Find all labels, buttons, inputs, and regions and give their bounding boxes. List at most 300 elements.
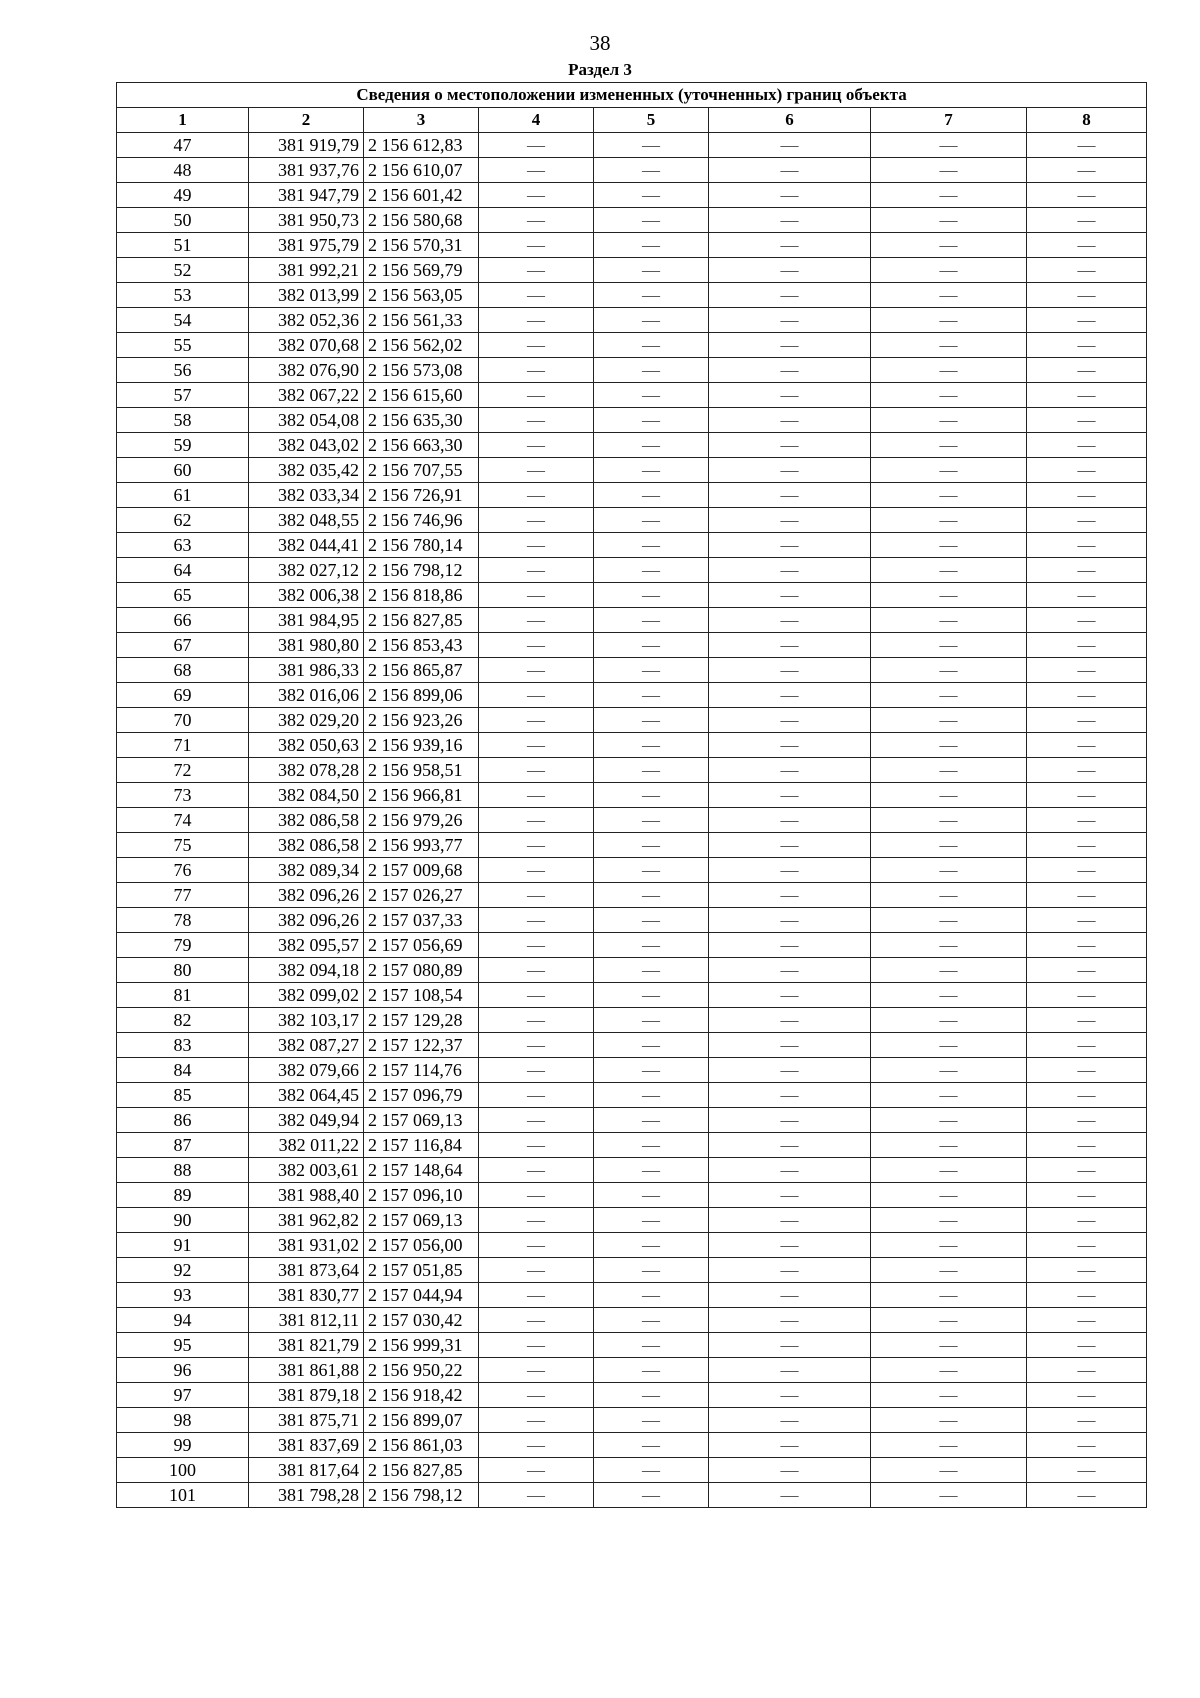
empty-value-cell: — <box>479 1358 594 1383</box>
empty-value-cell: — <box>594 833 709 858</box>
coordinate-x-cell: 382 011,22 <box>249 1133 364 1158</box>
coordinate-x-cell: 381 861,88 <box>249 1358 364 1383</box>
empty-value-cell: — <box>1027 1008 1147 1033</box>
column-header: 7 <box>871 108 1027 133</box>
empty-value-cell: — <box>594 1258 709 1283</box>
empty-value-cell: — <box>594 933 709 958</box>
empty-value-cell: — <box>594 608 709 633</box>
empty-value-cell: — <box>479 833 594 858</box>
point-number-cell: 69 <box>117 683 249 708</box>
table-row <box>117 1008 1147 1033</box>
coordinate-y-cell: 2 156 780,14 <box>364 533 479 558</box>
point-number-cell: 59 <box>117 433 249 458</box>
empty-value-cell: — <box>479 383 594 408</box>
empty-value-cell: — <box>1027 1483 1147 1508</box>
coordinate-y-cell: 2 156 993,77 <box>364 833 479 858</box>
empty-value-cell: — <box>594 1283 709 1308</box>
coordinate-y-cell: 2 156 827,85 <box>364 608 479 633</box>
empty-value-cell: — <box>479 283 594 308</box>
point-number-cell: 77 <box>117 883 249 908</box>
point-number-cell: 87 <box>117 1133 249 1158</box>
empty-value-cell: — <box>709 1408 871 1433</box>
point-number-cell: 97 <box>117 1383 249 1408</box>
coordinate-y-cell: 2 157 108,54 <box>364 983 479 1008</box>
empty-value-cell: — <box>709 783 871 808</box>
column-header: 2 <box>249 108 364 133</box>
empty-value-cell: — <box>479 258 594 283</box>
coordinate-x-cell: 382 044,41 <box>249 533 364 558</box>
point-number-cell: 92 <box>117 1258 249 1283</box>
empty-value-cell: — <box>871 808 1027 833</box>
empty-value-cell: — <box>479 1483 594 1508</box>
empty-value-cell: — <box>594 908 709 933</box>
empty-value-cell: — <box>1027 708 1147 733</box>
coordinate-y-cell: 2 156 899,06 <box>364 683 479 708</box>
empty-value-cell: — <box>1027 1083 1147 1108</box>
point-number-cell: 83 <box>117 1033 249 1058</box>
point-number-cell: 61 <box>117 483 249 508</box>
empty-value-cell: — <box>594 1308 709 1333</box>
table-row <box>117 433 1147 458</box>
coordinate-y-cell: 2 156 562,02 <box>364 333 479 358</box>
empty-value-cell: — <box>709 483 871 508</box>
coordinate-x-cell: 381 837,69 <box>249 1433 364 1458</box>
table-row <box>117 1183 1147 1208</box>
empty-value-cell: — <box>871 608 1027 633</box>
coordinate-y-cell: 2 156 918,42 <box>364 1383 479 1408</box>
empty-value-cell: — <box>479 683 594 708</box>
empty-value-cell: — <box>1027 283 1147 308</box>
table-row <box>117 1108 1147 1133</box>
table-row <box>117 1433 1147 1458</box>
empty-value-cell: — <box>594 133 709 158</box>
empty-value-cell: — <box>594 258 709 283</box>
empty-value-cell: — <box>709 933 871 958</box>
empty-value-cell: — <box>871 1283 1027 1308</box>
empty-value-cell: — <box>479 358 594 383</box>
empty-value-cell: — <box>871 1308 1027 1333</box>
empty-value-cell: — <box>1027 1308 1147 1333</box>
point-number-cell: 93 <box>117 1283 249 1308</box>
table-row <box>117 483 1147 508</box>
empty-value-cell: — <box>1027 433 1147 458</box>
empty-value-cell: — <box>594 733 709 758</box>
empty-value-cell: — <box>1027 483 1147 508</box>
table-row <box>117 1033 1147 1058</box>
coordinate-y-cell: 2 157 080,89 <box>364 958 479 983</box>
table-row <box>117 733 1147 758</box>
empty-value-cell: — <box>594 1208 709 1233</box>
point-number-cell: 52 <box>117 258 249 283</box>
empty-value-cell: — <box>594 1383 709 1408</box>
coordinate-x-cell: 381 986,33 <box>249 658 364 683</box>
empty-value-cell: — <box>479 233 594 258</box>
boundary-coordinates-table <box>116 82 1147 1508</box>
point-number-cell: 80 <box>117 958 249 983</box>
table-row <box>117 883 1147 908</box>
empty-value-cell: — <box>871 1258 1027 1283</box>
table-row <box>117 858 1147 883</box>
coordinate-x-cell: 382 043,02 <box>249 433 364 458</box>
empty-value-cell: — <box>709 1183 871 1208</box>
empty-value-cell: — <box>479 733 594 758</box>
empty-value-cell: — <box>709 358 871 383</box>
empty-value-cell: — <box>709 1083 871 1108</box>
coordinate-x-cell: 382 052,36 <box>249 308 364 333</box>
coordinate-y-cell: 2 156 818,86 <box>364 583 479 608</box>
point-number-cell: 63 <box>117 533 249 558</box>
empty-value-cell: — <box>594 633 709 658</box>
coordinate-x-cell: 382 050,63 <box>249 733 364 758</box>
empty-value-cell: — <box>479 333 594 358</box>
coordinate-x-cell: 382 099,02 <box>249 983 364 1008</box>
empty-value-cell: — <box>479 1133 594 1158</box>
empty-value-cell: — <box>479 533 594 558</box>
empty-value-cell: — <box>594 1058 709 1083</box>
coordinate-x-cell: 382 049,94 <box>249 1108 364 1133</box>
empty-value-cell: — <box>1027 958 1147 983</box>
empty-value-cell: — <box>871 1233 1027 1258</box>
empty-value-cell: — <box>871 1008 1027 1033</box>
empty-value-cell: — <box>594 183 709 208</box>
table-row <box>117 1208 1147 1233</box>
empty-value-cell: — <box>1027 808 1147 833</box>
empty-value-cell: — <box>1027 183 1147 208</box>
coordinate-y-cell: 2 156 707,55 <box>364 458 479 483</box>
empty-value-cell: — <box>871 383 1027 408</box>
empty-value-cell: — <box>594 383 709 408</box>
coordinate-x-cell: 382 078,28 <box>249 758 364 783</box>
empty-value-cell: — <box>1027 583 1147 608</box>
empty-value-cell: — <box>1027 558 1147 583</box>
empty-value-cell: — <box>709 1258 871 1283</box>
column-header-row <box>117 108 1147 133</box>
table-row <box>117 1333 1147 1358</box>
table-row <box>117 1283 1147 1308</box>
coordinate-y-cell: 2 156 798,12 <box>364 558 479 583</box>
empty-value-cell: — <box>871 208 1027 233</box>
empty-value-cell: — <box>1027 408 1147 433</box>
coordinate-y-cell: 2 157 122,37 <box>364 1033 479 1058</box>
empty-value-cell: — <box>1027 1133 1147 1158</box>
coordinate-y-cell: 2 157 030,42 <box>364 1308 479 1333</box>
coordinate-x-cell: 381 798,28 <box>249 1483 364 1508</box>
empty-value-cell: — <box>709 208 871 233</box>
empty-value-cell: — <box>709 1383 871 1408</box>
empty-value-cell: — <box>709 1033 871 1058</box>
empty-value-cell: — <box>1027 1383 1147 1408</box>
empty-value-cell: — <box>871 1158 1027 1183</box>
empty-value-cell: — <box>1027 1233 1147 1258</box>
empty-value-cell: — <box>1027 533 1147 558</box>
coordinate-y-cell: 2 156 827,85 <box>364 1458 479 1483</box>
table-row <box>117 258 1147 283</box>
empty-value-cell: — <box>594 533 709 558</box>
table-row <box>117 1083 1147 1108</box>
point-number-cell: 71 <box>117 733 249 758</box>
page-number: 38 <box>589 31 611 55</box>
empty-value-cell: — <box>709 333 871 358</box>
empty-value-cell: — <box>479 208 594 233</box>
empty-value-cell: — <box>594 583 709 608</box>
table-row <box>117 983 1147 1008</box>
point-number-cell: 79 <box>117 933 249 958</box>
empty-value-cell: — <box>709 508 871 533</box>
coordinate-x-cell: 382 089,34 <box>249 858 364 883</box>
empty-value-cell: — <box>479 983 594 1008</box>
empty-value-cell: — <box>594 883 709 908</box>
coordinate-y-cell: 2 156 569,79 <box>364 258 479 283</box>
empty-value-cell: — <box>594 233 709 258</box>
table-row <box>117 358 1147 383</box>
table-row <box>117 933 1147 958</box>
empty-value-cell: — <box>871 308 1027 333</box>
coordinate-y-cell: 2 156 966,81 <box>364 783 479 808</box>
empty-value-cell: — <box>871 433 1027 458</box>
empty-value-cell: — <box>1027 1358 1147 1383</box>
empty-value-cell: — <box>594 1433 709 1458</box>
point-number-cell: 90 <box>117 1208 249 1233</box>
point-number-cell: 62 <box>117 508 249 533</box>
coordinate-x-cell: 382 103,17 <box>249 1008 364 1033</box>
empty-value-cell: — <box>479 408 594 433</box>
point-number-cell: 82 <box>117 1008 249 1033</box>
column-header: 8 <box>1027 108 1147 133</box>
empty-value-cell: — <box>871 883 1027 908</box>
empty-value-cell: — <box>479 1433 594 1458</box>
table-row <box>117 508 1147 533</box>
empty-value-cell: — <box>709 1333 871 1358</box>
empty-value-cell: — <box>871 458 1027 483</box>
point-number-cell: 55 <box>117 333 249 358</box>
empty-value-cell: — <box>479 133 594 158</box>
point-number-cell: 96 <box>117 1358 249 1383</box>
empty-value-cell: — <box>594 783 709 808</box>
empty-value-cell: — <box>479 1083 594 1108</box>
coordinate-y-cell: 2 157 096,10 <box>364 1183 479 1208</box>
table-row <box>117 1383 1147 1408</box>
table-row <box>117 1058 1147 1083</box>
empty-value-cell: — <box>1027 908 1147 933</box>
column-header: 4 <box>479 108 594 133</box>
coordinate-y-cell: 2 156 580,68 <box>364 208 479 233</box>
coordinate-x-cell: 381 975,79 <box>249 233 364 258</box>
table-caption: Сведения о местоположении измененных (уточненных) границ объекта <box>117 83 1147 108</box>
empty-value-cell: — <box>594 708 709 733</box>
table-row <box>117 1158 1147 1183</box>
empty-value-cell: — <box>709 833 871 858</box>
table-row <box>117 833 1147 858</box>
empty-value-cell: — <box>594 658 709 683</box>
empty-value-cell: — <box>709 908 871 933</box>
empty-value-cell: — <box>871 908 1027 933</box>
empty-value-cell: — <box>479 1383 594 1408</box>
empty-value-cell: — <box>871 1108 1027 1133</box>
empty-value-cell: — <box>594 1358 709 1383</box>
table-row <box>117 183 1147 208</box>
empty-value-cell: — <box>709 983 871 1008</box>
empty-value-cell: — <box>1027 783 1147 808</box>
empty-value-cell: — <box>479 1183 594 1208</box>
empty-value-cell: — <box>1027 1258 1147 1283</box>
empty-value-cell: — <box>709 883 871 908</box>
table-row <box>117 608 1147 633</box>
empty-value-cell: — <box>871 1433 1027 1458</box>
empty-value-cell: — <box>479 1458 594 1483</box>
empty-value-cell: — <box>1027 758 1147 783</box>
empty-value-cell: — <box>594 758 709 783</box>
empty-value-cell: — <box>871 1058 1027 1083</box>
column-header: 1 <box>117 108 249 133</box>
empty-value-cell: — <box>479 1008 594 1033</box>
empty-value-cell: — <box>871 933 1027 958</box>
empty-value-cell: — <box>709 1483 871 1508</box>
empty-value-cell: — <box>479 1208 594 1233</box>
empty-value-cell: — <box>871 1083 1027 1108</box>
empty-value-cell: — <box>709 258 871 283</box>
coordinate-x-cell: 382 076,90 <box>249 358 364 383</box>
table-row <box>117 408 1147 433</box>
table-row <box>117 158 1147 183</box>
coordinate-y-cell: 2 157 056,69 <box>364 933 479 958</box>
empty-value-cell: — <box>871 183 1027 208</box>
empty-value-cell: — <box>871 1183 1027 1208</box>
point-number-cell: 49 <box>117 183 249 208</box>
empty-value-cell: — <box>594 158 709 183</box>
point-number-cell: 81 <box>117 983 249 1008</box>
empty-value-cell: — <box>709 408 871 433</box>
column-header: 3 <box>364 108 479 133</box>
empty-value-cell: — <box>479 808 594 833</box>
empty-value-cell: — <box>479 183 594 208</box>
table-row <box>117 758 1147 783</box>
empty-value-cell: — <box>1027 658 1147 683</box>
coordinate-x-cell: 382 035,42 <box>249 458 364 483</box>
table-row <box>117 133 1147 158</box>
coordinate-x-cell: 382 087,27 <box>249 1033 364 1058</box>
coordinate-y-cell: 2 157 148,64 <box>364 1158 479 1183</box>
coordinate-x-cell: 382 027,12 <box>249 558 364 583</box>
empty-value-cell: — <box>709 233 871 258</box>
coordinate-x-cell: 382 016,06 <box>249 683 364 708</box>
empty-value-cell: — <box>709 383 871 408</box>
empty-value-cell: — <box>479 1158 594 1183</box>
coordinate-y-cell: 2 156 958,51 <box>364 758 479 783</box>
empty-value-cell: — <box>479 583 594 608</box>
coordinate-y-cell: 2 156 570,31 <box>364 233 479 258</box>
table-row <box>117 283 1147 308</box>
empty-value-cell: — <box>1027 1108 1147 1133</box>
empty-value-cell: — <box>1027 358 1147 383</box>
empty-value-cell: — <box>871 1208 1027 1233</box>
empty-value-cell: — <box>594 358 709 383</box>
coordinate-y-cell: 2 156 563,05 <box>364 283 479 308</box>
empty-value-cell: — <box>871 858 1027 883</box>
table-row <box>117 383 1147 408</box>
coordinate-x-cell: 381 992,21 <box>249 258 364 283</box>
empty-value-cell: — <box>1027 208 1147 233</box>
empty-value-cell: — <box>594 1233 709 1258</box>
empty-value-cell: — <box>594 1033 709 1058</box>
point-number-cell: 65 <box>117 583 249 608</box>
empty-value-cell: — <box>871 983 1027 1008</box>
empty-value-cell: — <box>709 558 871 583</box>
coordinate-x-cell: 382 096,26 <box>249 908 364 933</box>
empty-value-cell: — <box>871 683 1027 708</box>
empty-value-cell: — <box>479 1408 594 1433</box>
empty-value-cell: — <box>479 708 594 733</box>
empty-value-cell: — <box>871 1483 1027 1508</box>
coordinate-y-cell: 2 157 056,00 <box>364 1233 479 1258</box>
empty-value-cell: — <box>479 858 594 883</box>
coordinate-y-cell: 2 157 116,84 <box>364 1133 479 1158</box>
point-number-cell: 84 <box>117 1058 249 1083</box>
table-body <box>117 133 1147 1508</box>
coordinate-x-cell: 381 980,80 <box>249 633 364 658</box>
column-header: 6 <box>709 108 871 133</box>
point-number-cell: 68 <box>117 658 249 683</box>
empty-value-cell: — <box>871 633 1027 658</box>
coordinate-x-cell: 382 033,34 <box>249 483 364 508</box>
empty-value-cell: — <box>479 158 594 183</box>
coordinate-y-cell: 2 157 009,68 <box>364 858 479 883</box>
coordinate-x-cell: 381 931,02 <box>249 1233 364 1258</box>
point-number-cell: 78 <box>117 908 249 933</box>
empty-value-cell: — <box>709 1058 871 1083</box>
empty-value-cell: — <box>709 583 871 608</box>
table-row <box>117 783 1147 808</box>
coordinate-x-cell: 381 937,76 <box>249 158 364 183</box>
empty-value-cell: — <box>1027 1408 1147 1433</box>
empty-value-cell: — <box>1027 133 1147 158</box>
point-number-cell: 94 <box>117 1308 249 1333</box>
coordinate-x-cell: 382 096,26 <box>249 883 364 908</box>
empty-value-cell: — <box>871 508 1027 533</box>
point-number-cell: 58 <box>117 408 249 433</box>
empty-value-cell: — <box>1027 1158 1147 1183</box>
empty-value-cell: — <box>871 1408 1027 1433</box>
empty-value-cell: — <box>1027 883 1147 908</box>
table-row <box>117 633 1147 658</box>
coordinate-x-cell: 382 094,18 <box>249 958 364 983</box>
empty-value-cell: — <box>479 758 594 783</box>
empty-value-cell: — <box>479 1233 594 1258</box>
coordinate-x-cell: 381 950,73 <box>249 208 364 233</box>
empty-value-cell: — <box>871 408 1027 433</box>
empty-value-cell: — <box>871 958 1027 983</box>
point-number-cell: 51 <box>117 233 249 258</box>
coordinate-y-cell: 2 156 746,96 <box>364 508 479 533</box>
coordinate-x-cell: 382 086,58 <box>249 808 364 833</box>
coordinate-x-cell: 382 084,50 <box>249 783 364 808</box>
table-row <box>117 1258 1147 1283</box>
empty-value-cell: — <box>479 1108 594 1133</box>
coordinate-y-cell: 2 157 096,79 <box>364 1083 479 1108</box>
table-row <box>117 808 1147 833</box>
coordinate-x-cell: 382 079,66 <box>249 1058 364 1083</box>
empty-value-cell: — <box>871 1458 1027 1483</box>
empty-value-cell: — <box>709 608 871 633</box>
empty-value-cell: — <box>709 1158 871 1183</box>
coordinate-x-cell: 382 095,57 <box>249 933 364 958</box>
empty-value-cell: — <box>594 808 709 833</box>
empty-value-cell: — <box>871 733 1027 758</box>
coordinate-y-cell: 2 156 610,07 <box>364 158 479 183</box>
empty-value-cell: — <box>709 758 871 783</box>
empty-value-cell: — <box>594 283 709 308</box>
empty-value-cell: — <box>709 658 871 683</box>
point-number-cell: 56 <box>117 358 249 383</box>
